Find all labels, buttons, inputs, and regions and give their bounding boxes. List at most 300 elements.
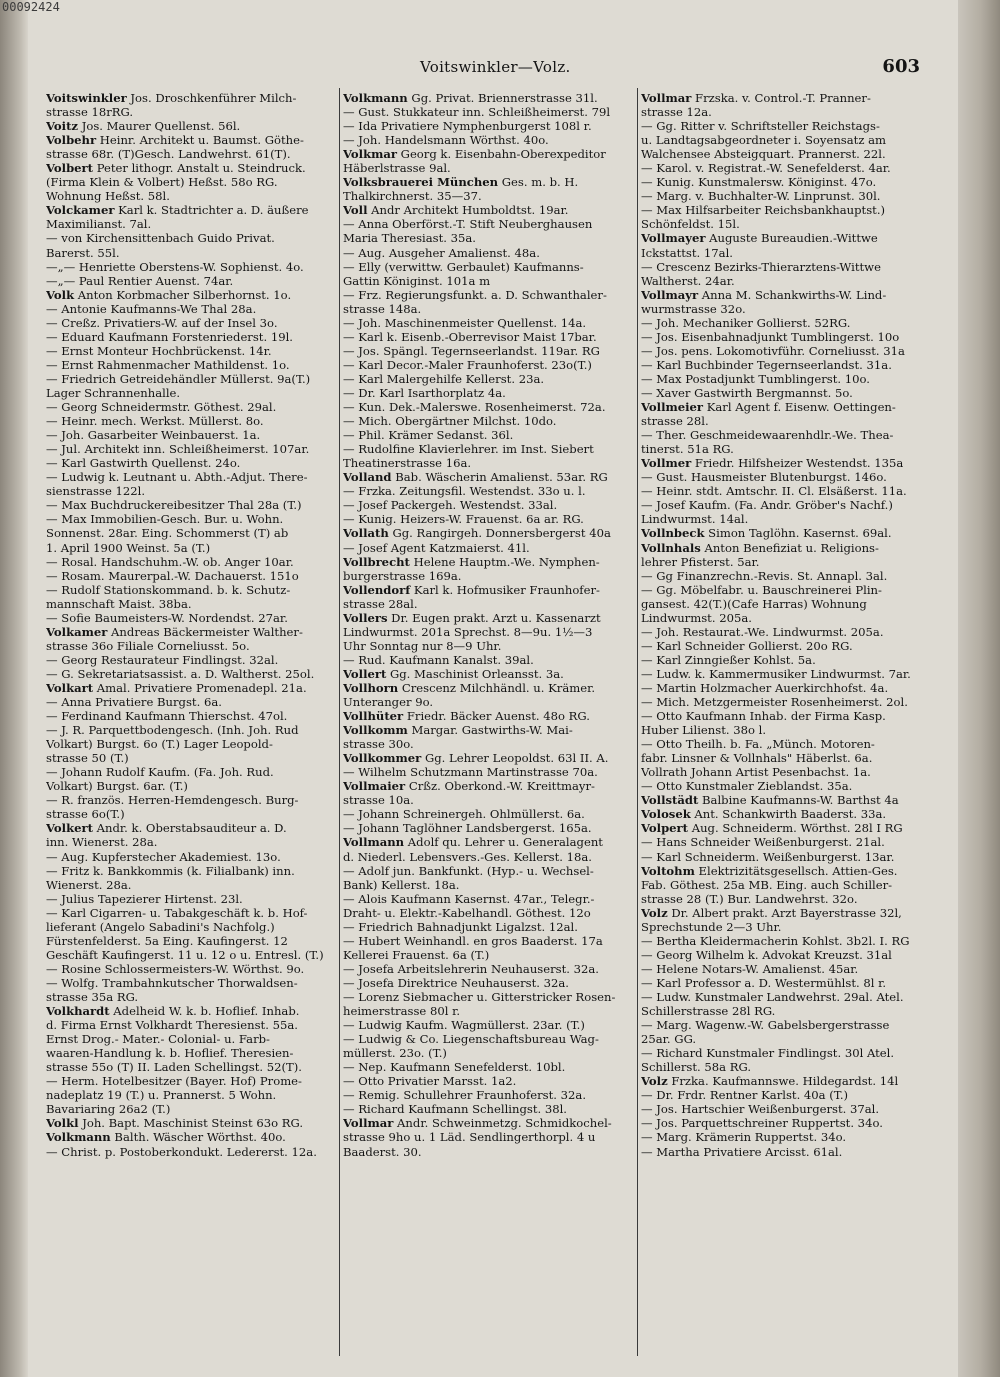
entry-text: —„— Paul Rentier Auenst. 74ar. [46, 273, 234, 288]
entry-line [46, 358, 336, 372]
entry-text: — Ludwig k. Leutnant u. Abth.-Adjut. There- [46, 470, 308, 485]
entry-text: Frzska. v. Control.-T. Pranner- [691, 91, 871, 105]
entry-text: Maria Theresiast. 35a. [343, 231, 476, 246]
entry-text: — Max Immobilien-Gesch. Bur. u. Wohn. [46, 512, 284, 527]
entry-line [46, 456, 336, 470]
entry-line [343, 470, 634, 484]
entry-line [343, 189, 634, 203]
entry-line [343, 850, 634, 864]
entry-line [641, 611, 932, 625]
entry-text: — J. R. Parquettbodengesch. (Inh. Joh. Rud [46, 723, 299, 738]
entry-text: 1. April 1900 Weinst. 5a (T.) [46, 540, 211, 555]
entry-surname: Volosek [641, 807, 691, 822]
entry-surname: Vollkommer [343, 751, 422, 766]
entry-text: — Mich. Obergärtner Milchst. 10do. [343, 414, 557, 429]
entry-line [641, 821, 932, 835]
entry-line [641, 91, 932, 105]
entry-text: u. Landtagsabgeordneter i. Soyensatz am [641, 133, 887, 148]
entry-line [46, 779, 336, 793]
entry-line [641, 948, 932, 962]
entry-line [641, 260, 932, 274]
entry-line [641, 850, 932, 864]
entry-line [46, 175, 336, 189]
entry-text: — Christ. p. Postoberkondukt. Ledererst. 12a. [46, 1144, 317, 1159]
entry-text: — Max Hilfsarbeiter Reichsbankhauptst.) [641, 203, 886, 218]
entry-text: — Ida Privatiere Nymphenburgerst 108l r. [343, 119, 592, 134]
directory-entry [641, 821, 932, 863]
entry-text: strasse 10a. [343, 793, 414, 808]
entry-line [641, 1018, 932, 1032]
entry-line [343, 555, 634, 569]
entry-line [343, 1046, 634, 1060]
entry-line [641, 892, 932, 906]
entry-text: Ges. m. b. H. [498, 175, 579, 190]
entry-line [343, 541, 634, 555]
directory-entry [46, 821, 336, 1004]
entry-text: Anton Benefiziat u. Religions- [700, 540, 879, 555]
entry-text: Volkart) Burgst. 6o (T.) Lager Leopold- [46, 737, 273, 752]
entry-line [641, 793, 932, 807]
entry-text: — Jos. Spängl. Tegernseerlandst. 119ar. RG [343, 343, 600, 358]
entry-line [46, 147, 336, 161]
entry-text: — Eduard Kaufmann Forstenriederst. 19l. [46, 329, 293, 344]
entry-line [46, 400, 336, 414]
entry-line [641, 119, 932, 133]
entry-surname: Volkmann [46, 1130, 111, 1145]
entry-line [343, 751, 634, 765]
entry-text: gansest. 42(T.)(Cafe Harras) Wohnung [641, 596, 867, 611]
entry-text: — Otto Kaufmann Inhab. der Firma Kasp. [641, 709, 886, 724]
directory-entry [343, 91, 634, 147]
entry-text: strasse 12a. [641, 105, 712, 120]
entry-text: Gg. Lehrer Leopoldst. 63l II. A. [421, 751, 609, 766]
entry-line [641, 428, 932, 442]
entry-text: Friedr. Hilfsheizer Westendst. 135a [691, 456, 904, 471]
entry-line [343, 231, 634, 245]
directory-entry [343, 723, 634, 751]
entry-text: — Wilhelm Schutzmann Martinstrasse 70a. [343, 765, 598, 780]
directory-entry [46, 681, 336, 821]
entry-line [641, 344, 932, 358]
entry-text: — Frzka. Zeitungsfil. Westendst. 33o u. l. [343, 484, 586, 499]
entry-text: — Remig. Schullehrer Fraunhoferst. 32a. [343, 1088, 587, 1103]
entry-text: — Anna Privatiere Burgst. 6a. [46, 695, 222, 710]
entry-text: Peter lithogr. Anstalt u. Steindruck. [93, 161, 306, 176]
entry-line [46, 976, 336, 990]
directory-entry [343, 526, 634, 554]
entry-text: — Josef Packergeh. Westendst. 33al. [343, 498, 558, 513]
entry-line [343, 344, 634, 358]
entry-line [343, 990, 634, 1004]
entry-line [641, 751, 932, 765]
entry-line [343, 316, 634, 330]
entry-text: — Joh. Gasarbeiter Weinbauerst. 1a. [46, 428, 261, 443]
entry-surname: Vollhüter [343, 709, 404, 724]
entry-line [343, 709, 634, 723]
entry-line [46, 765, 336, 779]
entry-text: — Jos. Eisenbahnadjunkt Tumblingerst. 10o [641, 329, 900, 344]
entry-text: — Josefa Arbeitslehrerin Neuhauserst. 32a. [343, 961, 599, 976]
directory-entry [46, 1130, 336, 1158]
entry-text: Gg. Rangirgeh. Donnersbergerst 40a [388, 526, 611, 541]
entry-text: — Gg. Ritter v. Schriftsteller Reichstags- [641, 119, 880, 134]
entry-line [641, 105, 932, 119]
entry-line [343, 793, 634, 807]
entry-text: — Joh. Mechaniker Gollierst. 52RG. [641, 315, 851, 330]
entry-text: Balbine Kaufmanns-W. Barthst 4a [698, 793, 899, 808]
entry-text: —„— Henriette Oberstens-W. Sophienst. 4o. [46, 259, 304, 274]
entry-text: — Frz. Regierungsfunkt. a. D. Schwanthaler- [343, 287, 607, 302]
entry-text: strasse 6o(T.) [46, 807, 125, 822]
entry-line [641, 737, 932, 751]
entry-line [641, 695, 932, 709]
entry-text: — Rudolf Stationskommand. b. k. Schutz- [46, 582, 291, 597]
entry-line [641, 835, 932, 849]
entry-line [343, 723, 634, 737]
entry-surname: Voitz [46, 119, 79, 134]
directory-entry [641, 807, 932, 821]
directory-entry [46, 203, 336, 231]
entry-line [641, 569, 932, 583]
entry-text: — Joh. Maschinenmeister Quellenst. 14a. [343, 315, 587, 330]
entry-text: — Alois Kaufmann Kasernst. 47ar., Telegr.- [343, 891, 595, 906]
entry-surname: Volkl [46, 1116, 79, 1131]
entry-text: — Kunig. Kunstmalersw. Königinst. 47o. [641, 175, 877, 190]
column-3 [641, 91, 932, 1159]
entry-line [641, 597, 932, 611]
entry-line [46, 386, 336, 400]
entry-line [343, 1102, 634, 1116]
entry-text: — Karl Schneider Gollierst. 20o RG. [641, 638, 853, 653]
entry-line [641, 400, 932, 414]
entry-text: Sprechstunde 2—3 Uhr. [641, 919, 782, 934]
entry-text: — Rosine Schlossermeisters-W. Wörthst. 9o. [46, 961, 305, 976]
entry-text: Helene Hauptm.-We. Nymphen- [409, 554, 600, 569]
entry-text: — Crescenz Bezirks-Thierarztens-Wittwe [641, 259, 881, 274]
entry-surname: Vollert [343, 666, 387, 681]
entry-text: — Anna Oberförst.-T. Stift Neuberghausen [343, 217, 593, 232]
entry-text: strasse 9ho u. 1 Läd. Sendlingerthorpl. 4 u [343, 1130, 596, 1145]
entry-line [46, 1116, 336, 1130]
entry-text: Adolf qu. Lehrer u. Generalagent [404, 835, 603, 850]
entry-text: Andr Architekt Humboldtst. 19ar. [367, 203, 569, 218]
entry-text: Andreas Bäckermeister Walther- [107, 624, 303, 639]
entry-line [343, 1060, 634, 1074]
entry-text: Theatinerstrasse 16a. [343, 456, 472, 471]
entry-text: — Joh. Restaurat.-We. Lindwurmst. 205a. [641, 624, 884, 639]
entry-text: — Karl Decor.-Maler Fraunhoferst. 23o(T.) [343, 357, 592, 372]
entry-line [641, 906, 932, 920]
entry-line [46, 611, 336, 625]
entry-line [343, 821, 634, 835]
entry-text: Waltherst. 24ar. [641, 273, 735, 288]
entry-text: — Jos. pens. Lokomotivführ. Corneliusst. 31a [641, 343, 905, 358]
entry-text: — Mich. Metzgermeister Rosenheimerst. 2ol. [641, 695, 908, 710]
entry-line [641, 1060, 932, 1074]
entry-line [46, 414, 336, 428]
entry-surname: Vollhorn [343, 680, 399, 695]
entry-line [641, 934, 932, 948]
entry-line [46, 793, 336, 807]
entry-line [46, 597, 336, 611]
entry-text: Volkart) Burgst. 6ar. (T.) [46, 779, 188, 794]
entry-text: Kellerei Frauenst. 6a (T.) [343, 947, 490, 962]
entry-surname: Vollmann [343, 835, 405, 850]
entry-text: — Ludw. k. Kammermusiker Lindwurmst. 7ar. [641, 666, 911, 681]
entry-text: — Karl Malergehilfe Kellerst. 23a. [343, 371, 545, 386]
entry-surname: Voll [343, 203, 368, 218]
entry-line [641, 1004, 932, 1018]
entry-line [46, 639, 336, 653]
entry-text: — Jul. Architekt inn. Schleißheimerst. 107ar. [46, 442, 310, 457]
entry-text: Bab. Wäscherin Amalienst. 53ar. RG [391, 470, 608, 485]
entry-line [641, 555, 932, 569]
entry-line [641, 1130, 932, 1144]
entry-line [343, 1116, 634, 1130]
entry-surname: Vollmayr [641, 287, 699, 302]
entry-line [343, 639, 634, 653]
entry-surname: Volkhardt [46, 1004, 110, 1019]
entry-text: — Josef Agent Katzmaierst. 41l. [343, 540, 530, 555]
entry-line [46, 1074, 336, 1088]
entry-line [46, 1004, 336, 1018]
entry-line [46, 1018, 336, 1032]
entry-text: — Kun. Dek.-Malerswe. Rosenheimerst. 72a. [343, 400, 606, 415]
directory-entry [343, 611, 634, 667]
entry-surname: Volkmann [343, 91, 408, 105]
entry-line [641, 133, 932, 147]
entry-line [46, 681, 336, 695]
entry-text: wurmstrasse 32o. [641, 301, 746, 316]
entry-text: Huber Lilienst. 38o l. [641, 723, 767, 738]
entry-surname: Volkart [46, 680, 94, 695]
entry-line [343, 779, 634, 793]
book-page-edge [958, 0, 1000, 1377]
entry-text: — Fritz k. Bankkommis (k. Filialbank) inn. [46, 863, 295, 878]
entry-line [343, 274, 634, 288]
entry-surname: Volckamer [46, 203, 115, 218]
directory-entry [46, 133, 336, 161]
entry-text: Crescenz Milchhändl. u. Krämer. [398, 680, 596, 695]
directory-entry [46, 119, 336, 133]
entry-line [46, 667, 336, 681]
entry-line [46, 906, 336, 920]
entry-line [641, 976, 932, 990]
entry-line [343, 260, 634, 274]
entry-text: — Heinr. mech. Werkst. Müllerst. 8o. [46, 414, 264, 429]
entry-text: — Adolf jun. Bankfunkt. (Hyp.- u. Wechsel- [343, 863, 594, 878]
entry-text: — Johann Rudolf Kaufm. (Fa. Joh. Rud. [46, 765, 274, 780]
directory-entry [46, 161, 336, 203]
entry-line [343, 358, 634, 372]
entry-line [46, 119, 336, 133]
entry-text: — Ernst Rahmenmacher Mathildenst. 1o. [46, 357, 290, 372]
entry-text: — Elly (verwittw. Gerbaulet) Kaufmanns- [343, 259, 584, 274]
entry-line [46, 498, 336, 512]
entry-line [46, 512, 336, 526]
entry-text: — Hubert Weinhandl. en gros Baaderst. 17a [343, 933, 603, 948]
entry-surname: Volland [343, 470, 392, 485]
entry-line [641, 962, 932, 976]
entry-text: Fürstenfelderst. 5a Eing. Kaufingerst. 12 [46, 933, 288, 948]
directory-entry [343, 751, 634, 779]
entry-text: strasse 28l. [641, 414, 709, 429]
entry-surname: Volk [46, 287, 75, 302]
entry-line [343, 526, 634, 540]
entry-line [46, 344, 336, 358]
directory-entry [641, 793, 932, 807]
entry-text: — Karol. v. Registrat.-W. Senefelderst. 4ar. [641, 161, 891, 176]
entry-text: — Nep. Kaufmann Senefelderst. 10bl. [343, 1060, 566, 1075]
entry-surname: Volksbrauerei München [343, 175, 499, 190]
entry-text: strasse 35a RG. [46, 990, 139, 1004]
entry-line [641, 288, 932, 302]
entry-line [46, 316, 336, 330]
entry-line [343, 681, 634, 695]
entry-text: Fab. Göthest. 25a MB. Eing. auch Schiller- [641, 877, 893, 892]
entry-text: Crßz. Oberkond.-W. Kreittmayr- [405, 779, 595, 794]
entry-surname: Vollath [343, 526, 389, 541]
entry-line [641, 1088, 932, 1102]
entry-line [46, 555, 336, 569]
entry-line [343, 835, 634, 849]
entry-line [343, 934, 634, 948]
entry-text: — Ferdinand Kaufmann Thierschst. 47ol. [46, 709, 288, 724]
entry-text: Dr. Albert prakt. Arzt Bayerstrasse 32l, [667, 905, 902, 920]
entry-line [343, 906, 634, 920]
entry-line [46, 821, 336, 835]
entry-line [641, 161, 932, 175]
entry-line [46, 526, 336, 540]
entry-line [641, 470, 932, 484]
entry-line [641, 639, 932, 653]
entry-line [343, 456, 634, 470]
entry-line [343, 428, 634, 442]
entry-line [46, 1060, 336, 1074]
entry-text: Jos. Maurer Quellenst. 56l. [78, 119, 241, 134]
entry-line [343, 1145, 634, 1159]
entry-line [46, 302, 336, 316]
entry-text: Ant. Schankwirth Baaderst. 33a. [690, 807, 887, 822]
entry-line [46, 246, 336, 260]
entry-line [343, 1088, 634, 1102]
entry-text: Gg. Maschinist Orleansst. 3a. [386, 666, 564, 681]
entry-text: (Firma Klein & Volbert) Heßst. 58o RG. [46, 175, 278, 190]
directory-entry [46, 1004, 336, 1116]
entry-line [46, 217, 336, 231]
directory-entry [343, 470, 634, 526]
entry-line [46, 1130, 336, 1144]
directory-entry [46, 1116, 336, 1130]
entry-line [46, 274, 336, 288]
entry-surname: Vollmaier [343, 779, 406, 794]
entry-text: burgerstrasse 169a. [343, 568, 462, 583]
entry-text: — Herm. Hotelbesitzer (Bayer. Hof) Prome- [46, 1074, 302, 1089]
entry-line [641, 274, 932, 288]
entry-line [641, 189, 932, 203]
entry-line [343, 1074, 634, 1088]
entry-text: — Wolfg. Trambahnkutscher Thorwaldsen- [46, 975, 298, 990]
directory-entry [641, 400, 932, 456]
entry-line [343, 175, 634, 189]
scan-left-edge [0, 0, 28, 1377]
column-2 [343, 91, 634, 1159]
entry-text: — Karl Cigarren- u. Tabakgeschäft k. b. Hof- [46, 905, 308, 920]
entry-line [343, 133, 634, 147]
entry-line [343, 484, 634, 498]
entry-line [46, 990, 336, 1004]
entry-line [46, 442, 336, 456]
directory-entry [46, 231, 336, 259]
entry-line [343, 695, 634, 709]
entry-line [641, 203, 932, 217]
entry-text: — Aug. Ausgeher Amalienst. 48a. [343, 245, 540, 260]
entry-line [641, 512, 932, 526]
directory-entry [343, 709, 634, 723]
entry-text: strasse 55o (T) II. Laden Schellingst. 52(T). [46, 1060, 302, 1075]
entry-line [46, 653, 336, 667]
entry-text: Georg k. Eisenbahn-Oberexpeditor [397, 147, 606, 162]
page-number: 603 [882, 56, 920, 77]
entry-line [641, 765, 932, 779]
entry-text: Barerst. 55l. [46, 245, 120, 260]
entry-text: Frzka. Kaufmannswe. Hildegardst. 14l [667, 1074, 899, 1089]
entry-text: strasse 28 (T.) Bur. Landwehrst. 32o. [641, 891, 858, 906]
entry-text: Schönfeldst. 15l. [641, 217, 740, 232]
entry-text: waaren-Handlung k. b. Hoflief. Theresien- [46, 1046, 294, 1061]
entry-text: Lindwurmst. 201a Sprechst. 8—9u. 1½—3 [343, 624, 593, 639]
entry-line [641, 386, 932, 400]
entry-text: strasse 50 (T.) [46, 751, 129, 766]
entry-text: — Sofie Baumeisters-W. Nordendst. 27ar. [46, 610, 288, 625]
entry-text: — Antonie Kaufmanns-We Thal 28a. [46, 301, 257, 316]
entry-text: Amal. Privatiere Promenadepl. 21a. [93, 680, 307, 695]
entry-text: Anna M. Schankwirths-W. Lind- [698, 287, 887, 302]
entry-line [343, 91, 634, 105]
entry-line [343, 864, 634, 878]
entry-text: — Friedrich Bahnadjunkt Ligalzst. 12al. [343, 919, 578, 934]
entry-text: Vollrath Johann Artist Pesenbachst. 1a. [641, 765, 871, 780]
entry-text: — Karl Gastwirth Quellenst. 24o. [46, 456, 241, 471]
directory-entry [641, 864, 932, 906]
entry-text: Karl Agent f. Eisenw. Oettingen- [703, 400, 896, 415]
entry-line [343, 246, 634, 260]
entry-text: Karl k. Hofmusiker Fraunhofer- [410, 582, 600, 597]
entry-line [343, 203, 634, 217]
entry-text: strasse 68r. (T)Gesch. Landwehrst. 61(T). [46, 147, 291, 162]
entry-line [46, 428, 336, 442]
entry-line [343, 667, 634, 681]
entry-text: Margar. Gastwirths-W. Mai- [407, 723, 573, 738]
entry-line [46, 892, 336, 906]
entry-text: — Josefa Direktrice Neuhauserst. 32a. [343, 975, 569, 990]
directory-entry [343, 681, 634, 709]
entry-text: — Lorenz Siebmacher u. Gitterstricker Rosen- [343, 990, 616, 1004]
entry-line [46, 807, 336, 821]
entry-line [343, 1032, 634, 1046]
directory-entry [343, 147, 634, 175]
entry-text: — Karl Schneiderm. Weißenburgerst. 13ar. [641, 849, 895, 864]
entry-text: — Jos. Hartschier Weißenburgerst. 37al. [641, 1102, 880, 1117]
entry-line [46, 583, 336, 597]
entry-line [343, 948, 634, 962]
entry-surname: Volkert [46, 821, 93, 836]
entry-line [343, 611, 634, 625]
running-head: Voitswinkler—Volz. [420, 58, 571, 76]
entry-line [46, 835, 336, 849]
directory-entry [343, 779, 634, 835]
entry-surname: Vollbrecht [343, 554, 410, 569]
